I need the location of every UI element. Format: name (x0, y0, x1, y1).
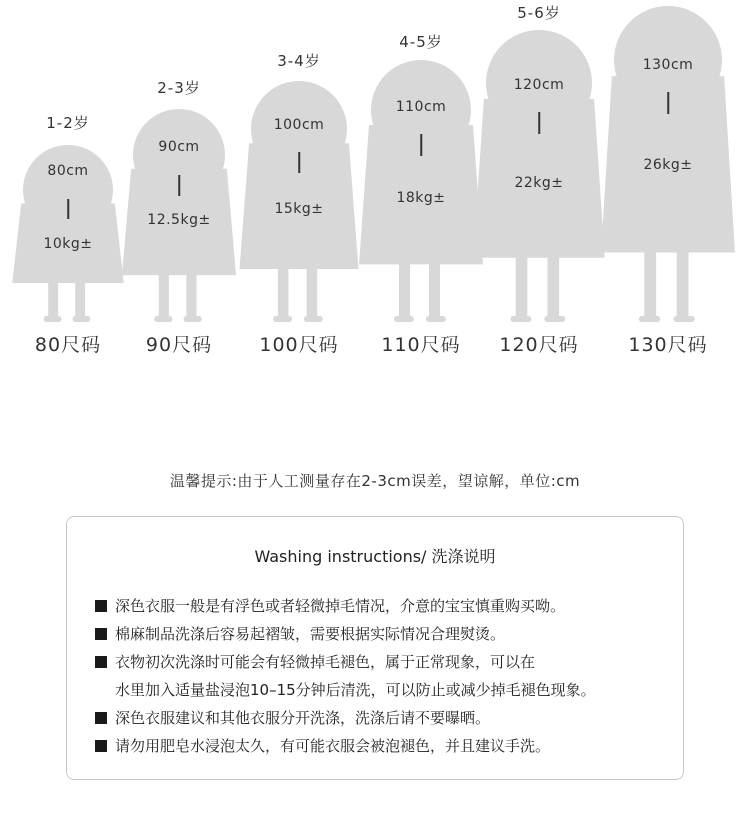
weight-label: 10kg± (43, 236, 93, 252)
height-label: 100cm (273, 117, 325, 133)
age-label: 4-5岁 (399, 33, 443, 51)
washing-instructions-card (66, 516, 684, 780)
age-label: 3-4岁 (277, 52, 321, 70)
instruction-item: 棉麻制品洗涤后容易起褶皱，需要根据实际情况合理熨烫。 (95, 620, 675, 648)
instruction-item: 衣物初次洗涤时可能会有轻微掉毛褪色，属于正常现象，可以在 (95, 648, 675, 676)
height-marker (67, 199, 69, 219)
age-label: 5-6岁 (517, 4, 561, 22)
instruction-item: 深色衣服一般是有浮色或者轻微掉毛情况，介意的宝宝慎重购买呦。 (95, 592, 675, 620)
silhouettes-layer (0, 0, 750, 380)
washing-instructions-title: Washing instructions/ 洗涤说明 (254, 547, 496, 566)
age-label: 1-2岁 (46, 114, 90, 132)
height-label: 110cm (395, 99, 447, 115)
size-label: 120尺码 (499, 334, 579, 356)
height-marker (298, 152, 300, 173)
height-marker (538, 112, 540, 134)
weight-label: 18kg± (396, 190, 446, 206)
instruction-item-continuation: 水里加入适量盐浸泡10–15分钟后清洗，可以防止或减少掉毛褪色现象。 (115, 681, 596, 699)
age-label: 2-3岁 (157, 79, 201, 97)
size-label: 100尺码 (259, 334, 339, 356)
measurement-tip: 温馨提示:由于人工测量存在2-3cm误差，望谅解，单位:cm (169, 472, 581, 490)
size-label: 80尺码 (34, 334, 102, 356)
washing-instructions-list (95, 592, 675, 760)
instruction-item: 深色衣服建议和其他衣服分开洗涤，洗涤后请不要曝晒。 (95, 704, 675, 732)
square-bullet-icon (95, 656, 107, 668)
square-bullet-icon (95, 628, 107, 640)
height-marker (667, 92, 669, 114)
height-label: 130cm (642, 57, 694, 73)
square-bullet-icon (95, 740, 107, 752)
weight-label: 15kg± (274, 201, 324, 217)
height-label: 90cm (158, 139, 200, 155)
size-label: 130尺码 (628, 334, 708, 356)
size-label: 110尺码 (381, 334, 461, 356)
instruction-item: 请勿用肥皂水浸泡太久，有可能衣服会被泡褪色，并且建议手洗。 (95, 732, 675, 760)
square-bullet-icon (95, 712, 107, 724)
height-marker (178, 175, 180, 196)
weight-label: 12.5kg± (147, 212, 211, 228)
height-label: 120cm (513, 77, 565, 93)
size-label: 90尺码 (145, 334, 213, 356)
height-label: 80cm (47, 163, 89, 179)
size-chart (0, 0, 750, 380)
weight-label: 22kg± (514, 175, 564, 191)
weight-label: 26kg± (643, 157, 693, 173)
height-marker (420, 134, 422, 156)
square-bullet-icon (95, 600, 107, 612)
